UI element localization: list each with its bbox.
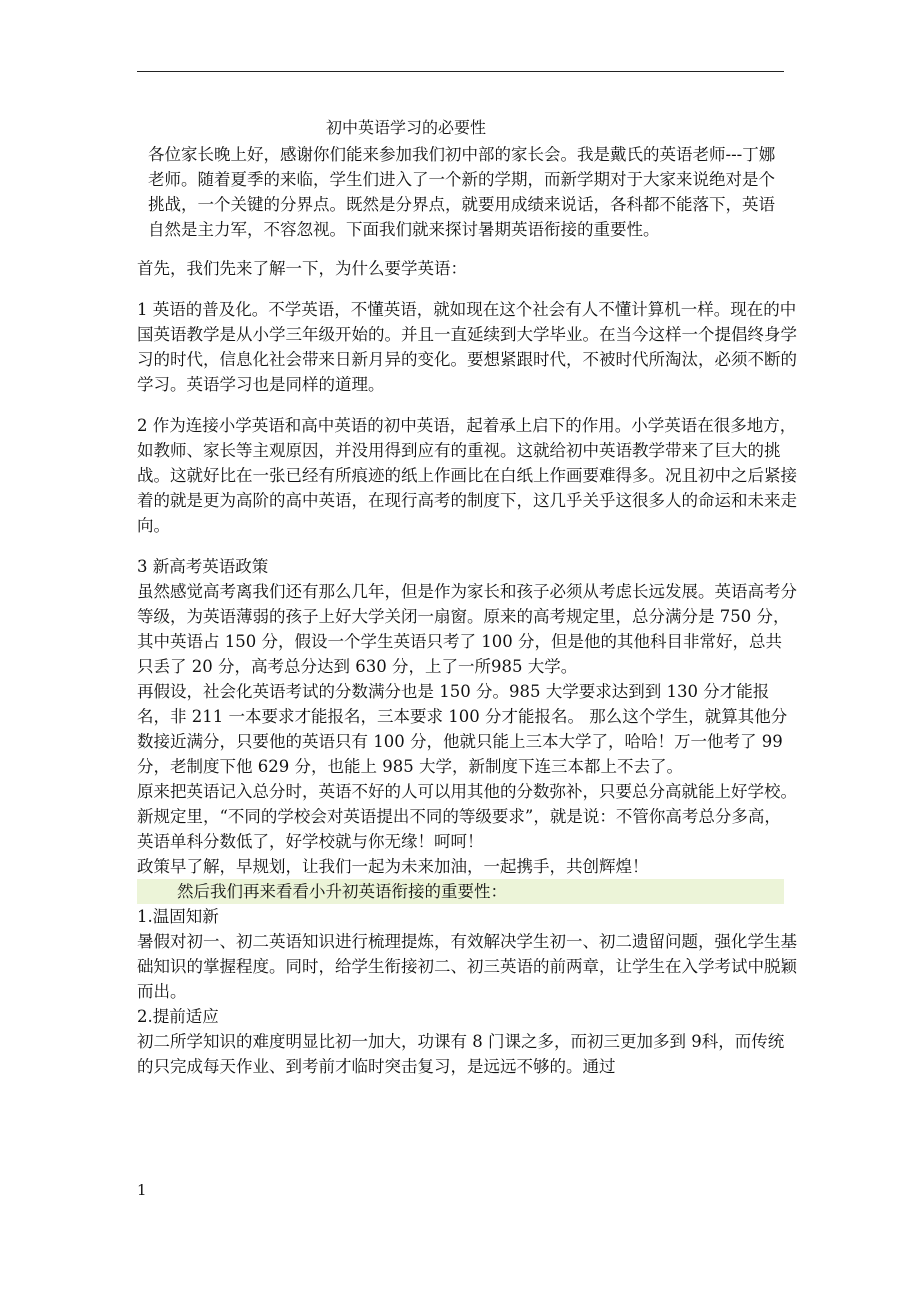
point-3-paragraph-1: 虽然感觉高考离我们还有那么几年，但是作为家长和孩子必须从考虑长远发展。英语高考分等级，为英语薄弱的孩子上好大学关闭一扇窗。原来的高考规定里，总分满分是 750 分，其中英语占 150 分，假设一个学生英语只考了 100 分，但是他的其他科目非常好，总共只丢了 20 分，高考总分达到 630 分，上了一所985 大学。 xyxy=(137,582,797,676)
point-3-heading: 3 新高考英语政策 xyxy=(137,557,269,576)
point-2-paragraph: 2 作为连接小学英语和高中英语的初中英语，起着承上启下的作用。小学英语在很多地方，如教师、家长等主观原因，并没用得到应有的重视。这就给初中英语教学带来了巨大的挑战。这就好比在一张已经有所痕迹的纸上作画比在白纸上作画要难得多。况且初中之后紧接着的就是更为高阶的高中英语，在现行高考的制度下，这几乎关乎这很多人的命运和未来走向。 xyxy=(137,416,797,535)
point-1-paragraph: 1 英语的普及化。不学英语，不懂英语，就如现在这个社会有人不懂计算机一样。现在的中国英语教学是从小学三年级开始的。并且一直延续到大学毕业。在当今这样一个提倡终身学习的时代，信息化社会带来日新月异的变化。要想紧跟时代，不被时代所淘汰，必须不断的学习。英语学习也是同样的道理。 xyxy=(137,300,797,394)
point-3-paragraph-3: 原来把英语记入总分时，英语不好的人可以用其他的分数弥补，只要总分高就能上好学校。 xyxy=(137,782,797,801)
header-rule xyxy=(137,71,784,72)
point-3-paragraph-5: 政策早了解，早规划，让我们一起为未来加油，一起携手，共创辉煌！ xyxy=(137,857,649,876)
sub-2-paragraph: 初二所学知识的难度明显比初一加大，功课有 8 门课之多，而初三更加多到 9科，而传统的只完成每天作业、到考前才临时突击复习，是远远不够的。通过 xyxy=(137,1032,785,1076)
first-paragraph: 首先，我们先来了解一下，为什么要学英语： xyxy=(137,259,467,278)
highlighted-heading: 然后我们再来看看小升初英语衔接的重要性： xyxy=(137,879,784,904)
intro-paragraph: 各位家长晚上好，感谢你们能来参加我们初中部的家长会。我是戴氏的英语老师---丁娜老师。随着夏季的来临，学生们进入了一个新的学期，而新学期对于大家来说绝对是个挑战，一个关键的分界点。既然是分界点，就要用成绩来说话，各科都不能落下，英语自然是主力军，不容忽视。下面我们就来探讨暑期英语衔接的重要性。 xyxy=(148,145,776,239)
sub-1-paragraph: 暑假对初一、初二英语知识进行梳理提炼，有效解决学生初一、初二遗留问题，强化学生基础知识的掌握程度。同时，给学生衔接初二、初三英语的前两章，让学生在入学考试中脱颖而出。 xyxy=(137,932,797,1001)
point-3-paragraph-2: 再假设，社会化英语考试的分数满分也是 150 分。985 大学要求达到到 130 分才能报名，非 211 一本要求才能报名，三本要求 100 分才能报名。 那么这个学生，就算其他分数接近满分，只要他的英语只有 100 分，他就只能上三本大学了，哈哈！万一他考了 99 分，老制度下他 629 分，也能上 985 大学，新制度下连三本都上不去了。 xyxy=(137,682,788,776)
sub-2-heading: 2.提前适应 xyxy=(137,1007,219,1026)
document-title: 初中英语学习的必要性 xyxy=(326,118,487,137)
document-body xyxy=(137,116,797,1079)
page-number: 1 xyxy=(137,1181,147,1199)
point-3-paragraph-4: 新规定里，“不同的学校会对英语提出不同的等级要求”，就是说：不管你高考总分多高，英语单科分数低了，好学校就与你无缘！呵呵！ xyxy=(137,807,781,851)
sub-1-heading: 1.温固知新 xyxy=(137,907,219,926)
